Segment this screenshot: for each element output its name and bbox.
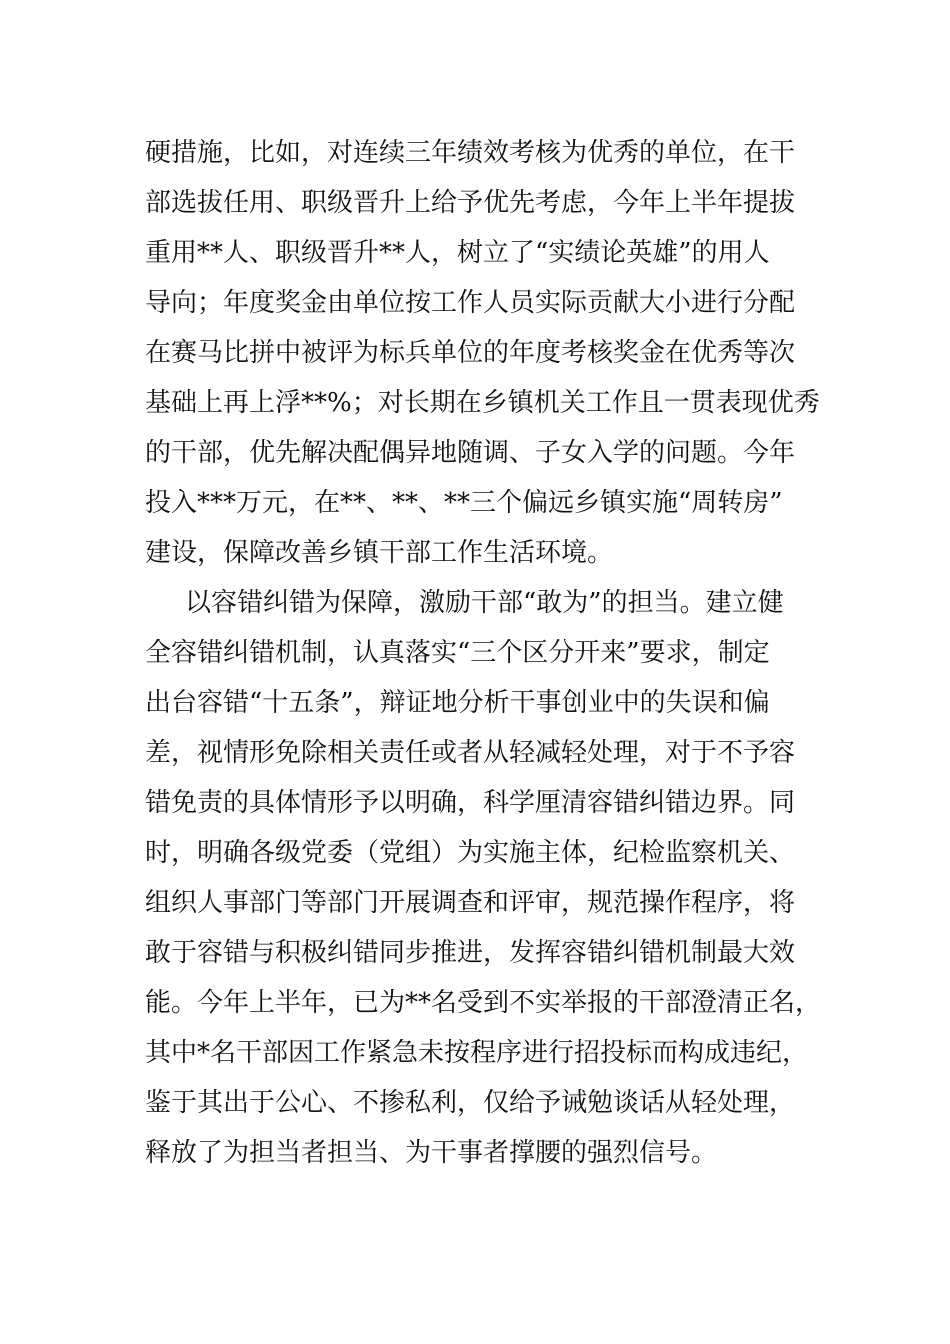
paragraph-line: 释放了为担当者担当、为干事者撑腰的强烈信号。 <box>145 1138 718 1168</box>
paragraph-line: 硬措施，比如，对连续三年绩效考核为优秀的单位，在干 <box>145 138 796 168</box>
paragraph-line: 其中*名干部因工作紧急未按程序进行招投标而构成违纪， <box>145 1038 809 1068</box>
paragraph-line: 差，视情形免除相关责任或者从轻减轻处理，对于不予容 <box>145 738 796 768</box>
paragraph-line-first: 以容错纠错为保障，激励干部“敢为”的担当。建立健 <box>185 588 784 618</box>
paragraph-line: 基础上再上浮**%；对长期在乡镇机关工作且一贯表现优秀 <box>145 388 820 418</box>
paragraph-line: 重用**人、职级晋升**人，树立了“实绩论英雄”的用人 <box>145 238 770 268</box>
paragraph-line: 在赛马比拼中被评为标兵单位的年度考核奖金在优秀等次 <box>145 338 796 368</box>
paragraph-line: 鉴于其出于公心、不掺私利，仅给予诫勉谈话从轻处理， <box>145 1088 796 1118</box>
paragraph-line: 全容错纠错机制，认真落实“三个区分开来”要求，制定 <box>145 638 770 668</box>
paragraph-line: 能。今年上半年，已为**名受到不实举报的干部澄清正名， <box>145 988 822 1018</box>
paragraph-line: 导向；年度奖金由单位按工作人员实际贡献大小进行分配 <box>145 288 796 318</box>
paragraph-line: 敢于容错与积极纠错同步推进，发挥容错纠错机制最大效 <box>145 938 796 968</box>
paragraph-fault-tolerance <box>145 578 835 1178</box>
paragraph-line: 出台容错“十五条”，辩证地分析干事创业中的失误和偏 <box>145 688 770 718</box>
paragraph-line: 错免责的具体情形予以明确，科学厘清容错纠错边界。同 <box>145 788 796 818</box>
paragraph-line: 组织人事部门等部门开展调查和评审，规范操作程序，将 <box>145 888 796 918</box>
paragraph-line: 的干部，优先解决配偶异地随调、子女入学的问题。今年 <box>145 438 796 468</box>
paragraph-line: 部选拔任用、职级晋升上给予优先考虑，今年上半年提拔 <box>145 188 796 218</box>
document-body <box>145 128 835 1178</box>
paragraph-line: 投入***万元，在**、**、**三个偏远乡镇实施“周转房” <box>145 488 783 518</box>
paragraph-incentive-measures <box>145 128 835 578</box>
paragraph-line: 建设，保障改善乡镇干部工作生活环境。 <box>145 538 614 568</box>
paragraph-line: 时，明确各级党委（党组）为实施主体，纪检监察机关、 <box>145 838 796 868</box>
